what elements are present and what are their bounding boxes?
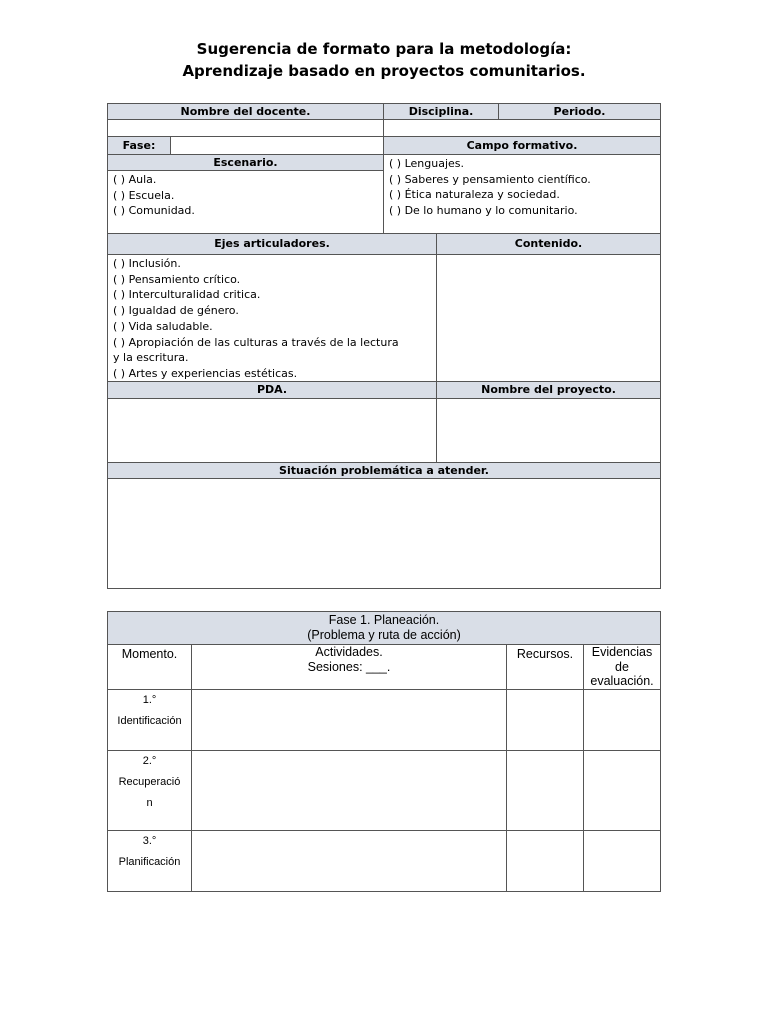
col-actividades bbox=[192, 645, 507, 690]
periodo-header: Periodo. bbox=[498, 103, 661, 120]
campo-option-lenguajes[interactable]: ( ) Lenguajes. bbox=[389, 157, 464, 170]
ejes-header: Ejes articuladores. bbox=[107, 233, 437, 255]
fase-field[interactable] bbox=[170, 136, 384, 155]
recursos-cell-2[interactable] bbox=[507, 751, 584, 831]
docente-header: Nombre del docente. bbox=[107, 103, 384, 120]
col-sesiones-label: Sesiones: ___. bbox=[307, 660, 391, 674]
proyecto-header: Nombre del proyecto. bbox=[436, 381, 661, 399]
col-recursos: Recursos. bbox=[507, 645, 584, 690]
col-evidencias bbox=[584, 645, 661, 690]
momento-name-cont: n bbox=[146, 797, 153, 809]
actividades-cell-2[interactable] bbox=[192, 751, 507, 831]
campo-options bbox=[383, 154, 661, 234]
eje-option-igualdad[interactable]: ( ) Igualdad de género. bbox=[113, 304, 239, 318]
campo-option-etica[interactable]: ( ) Ética naturaleza y sociedad. bbox=[389, 188, 560, 202]
escenario-option-escuela[interactable]: ( ) Escuela. bbox=[113, 188, 175, 202]
momento-num: 1.° bbox=[142, 694, 157, 706]
momento-name: Recuperació bbox=[118, 776, 181, 788]
docente-field[interactable] bbox=[107, 119, 384, 137]
recursos-cell-1[interactable] bbox=[507, 690, 584, 751]
fase1-table bbox=[107, 611, 661, 892]
escenario-option-aula[interactable]: ( ) Aula. bbox=[113, 173, 157, 186]
page-title-line2: Aprendizaje basado en proyectos comunitarios. bbox=[182, 62, 586, 80]
momento-name: Planificación bbox=[118, 856, 181, 868]
escenario-header: Escenario. bbox=[107, 154, 384, 171]
actividades-cell-3[interactable] bbox=[192, 831, 507, 892]
evidencias-cell-2[interactable] bbox=[584, 751, 661, 831]
momento-name: Identificación bbox=[117, 715, 182, 727]
escenario-options bbox=[107, 170, 384, 234]
evidencias-cell-3[interactable] bbox=[584, 831, 661, 892]
campo-formativo-header: Campo formativo. bbox=[383, 136, 661, 155]
situacion-header: Situación problemática a atender. bbox=[107, 462, 661, 479]
col-evidencias-line2: de bbox=[615, 659, 629, 674]
momento-identificacion bbox=[108, 690, 192, 751]
actividades-cell-1[interactable] bbox=[192, 690, 507, 751]
momento-num: 3.° bbox=[142, 835, 157, 847]
fase-label: Fase: bbox=[107, 136, 171, 155]
page-title-line1: Sugerencia de formato para la metodología: bbox=[196, 40, 572, 58]
fase1-title-cell bbox=[108, 612, 661, 645]
fase1-subtitle: (Problema y ruta de acción) bbox=[307, 628, 461, 642]
col-momento: Momento. bbox=[108, 645, 192, 690]
disciplina-header: Disciplina. bbox=[383, 103, 499, 120]
contenido-field[interactable] bbox=[436, 254, 661, 382]
situacion-field[interactable] bbox=[107, 478, 661, 589]
disciplina-periodo-field[interactable] bbox=[383, 119, 661, 137]
proyecto-field[interactable] bbox=[436, 398, 661, 463]
eje-option-interculturalidad[interactable]: ( ) Interculturalidad critica. bbox=[113, 288, 261, 302]
eje-option-inclusion[interactable]: ( ) Inclusión. bbox=[113, 257, 181, 270]
campo-option-saberes[interactable]: ( ) Saberes y pensamiento científico. bbox=[389, 172, 591, 186]
col-evidencias-line3: evaluación. bbox=[590, 674, 654, 688]
contenido-header: Contenido. bbox=[436, 233, 661, 255]
momento-planificacion bbox=[108, 831, 192, 892]
eje-option-pensamiento[interactable]: ( ) Pensamiento crítico. bbox=[113, 272, 241, 286]
ejes-options bbox=[107, 254, 437, 382]
momento-recuperacion bbox=[108, 751, 192, 831]
evidencias-cell-1[interactable] bbox=[584, 690, 661, 751]
escenario-option-comunidad[interactable]: ( ) Comunidad. bbox=[113, 204, 195, 218]
eje-option-artes[interactable]: ( ) Artes y experiencias estéticas. bbox=[113, 366, 298, 380]
momento-num: 2.° bbox=[142, 755, 157, 767]
campo-option-humano[interactable]: ( ) De lo humano y lo comunitario. bbox=[389, 204, 578, 218]
col-actividades-label: Actividades. bbox=[315, 645, 383, 659]
pda-header: PDA. bbox=[107, 381, 437, 399]
eje-option-apropiacion[interactable]: ( ) Apropiación de las culturas a través de la lectura y la escritura. bbox=[113, 335, 399, 365]
col-evidencias-line1: Evidencias bbox=[591, 645, 653, 659]
fase1-title: Fase 1. Planeación. bbox=[328, 613, 440, 627]
eje-option-vida[interactable]: ( ) Vida saludable. bbox=[113, 319, 213, 333]
pda-field[interactable] bbox=[107, 398, 437, 463]
recursos-cell-3[interactable] bbox=[507, 831, 584, 892]
